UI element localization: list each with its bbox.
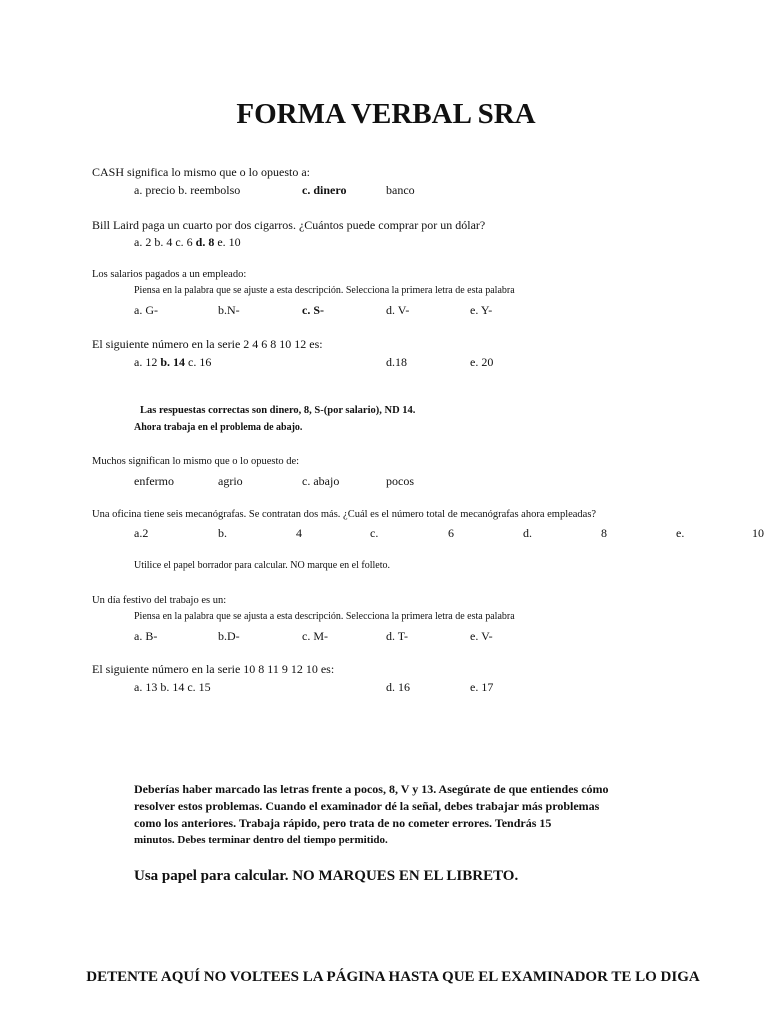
question-8-prompt: El siguiente número en la serie 10 8 11 9 12 10 es: xyxy=(92,662,335,676)
question-2-option-abc: a. 2 b. 4 c. 6 xyxy=(134,235,193,249)
paper-note: Usa papel para calcular. NO MARQUES EN EL LIBRETO. xyxy=(134,868,519,884)
question-6-option-d-value: 8 xyxy=(601,526,607,540)
question-6-option-c-value: 6 xyxy=(448,526,454,540)
question-5-option-1: enfermo xyxy=(134,474,174,488)
question-7-option-c: c. M- xyxy=(302,629,328,643)
question-5-option-3: c. abajo xyxy=(302,474,340,488)
question-2-option-e: e. 10 xyxy=(217,235,241,249)
question-3-option-b: b.N- xyxy=(218,303,240,317)
question-7-option-a: a. B- xyxy=(134,629,158,643)
stop-instruction: DETENTE AQUÍ NO VOLTEES LA PÁGINA HASTA QUE EL EXAMINADOR TE LO DIGA xyxy=(86,969,700,985)
question-6-option-d-label: d. xyxy=(523,526,532,540)
question-2-options xyxy=(134,235,241,250)
question-7-prompt: Un día festivo del trabajo es un: xyxy=(92,595,227,606)
question-8-option-abc: a. 13 b. 14 c. 15 xyxy=(134,680,211,694)
question-5-prompt: Muchos significan lo mismo que o lo opuesto de: xyxy=(92,456,300,467)
answers-line-2: Ahora trabaja en el problema de abajo. xyxy=(134,422,303,433)
question-8-option-d: d. 16 xyxy=(386,680,410,694)
question-4-option-c: c. 16 xyxy=(188,355,212,369)
question-4-prompt: El siguiente número en la serie 2 4 6 8 10 12 es: xyxy=(92,337,323,351)
question-6-note: Utilice el papel borrador para calcular. NO marque en el folleto. xyxy=(134,560,390,571)
question-1-prompt: CASH significa lo mismo que o lo opuesto a: xyxy=(92,165,310,179)
question-6-option-a: a.2 xyxy=(134,526,149,540)
question-7-instruction: Piensa en la palabra que se ajusta a esta descripción. Selecciona la primera letra de esta palabra xyxy=(134,611,515,622)
closing-paragraph-last: minutos. Debes terminar dentro del tiempo permitido. xyxy=(134,834,388,846)
question-4-options xyxy=(134,355,211,370)
question-1-option-c: c. dinero xyxy=(302,183,347,197)
question-6-option-c-label: c. xyxy=(370,526,379,540)
question-3-option-e: e. Y- xyxy=(470,303,493,317)
question-5-option-4: pocos xyxy=(386,474,414,488)
question-6-option-e-label: e. xyxy=(676,526,685,540)
question-3-instruction: Piensa en la palabra que se ajuste a esta descripción. Selecciona la primera letra de esta palabra xyxy=(134,285,515,296)
question-1-option-d: banco xyxy=(386,183,415,197)
question-8-option-e: e. 17 xyxy=(470,680,494,694)
question-3-prompt: Los salarios pagados a un empleado: xyxy=(92,269,247,280)
question-2-prompt: Bill Laird paga un cuarto por dos cigarros. ¿Cuántos puede comprar por un dólar? xyxy=(92,218,486,232)
closing-paragraph: Deberías haber marcado las letras frente a pocos, 8, V y 13. Asegúrate de que entiendes cómo resolver estos problemas. Cuando el examinador dé la señal, debes trabajar más problemas como los anteriores. Trabaja rápido, pero trata de no cometer errores. Tendrás 15 xyxy=(134,782,609,830)
question-4-option-b: b. 14 xyxy=(160,355,186,369)
question-3-option-d: d. V- xyxy=(386,303,410,317)
question-6-option-b-label: b. xyxy=(218,526,227,540)
question-7-option-d: d. T- xyxy=(386,629,409,643)
question-7-option-b: b.D- xyxy=(218,629,240,643)
question-4-option-a: a. 12 xyxy=(134,355,158,369)
question-6-prompt: Una oficina tiene seis mecanógrafas. Se contratan dos más. ¿Cuál es el número total de mecanógrafas ahora empleadas? xyxy=(92,509,597,520)
question-3-option-c: c. S- xyxy=(302,303,324,317)
question-5-option-2: agrio xyxy=(218,474,243,488)
question-4-option-e: e. 20 xyxy=(470,355,494,369)
question-3-option-a: a. G- xyxy=(134,303,158,317)
page-title: FORMA VERBAL SRA xyxy=(236,98,536,130)
question-7-option-e: e. V- xyxy=(470,629,493,643)
question-2-option-d: d. 8 xyxy=(195,235,215,249)
question-6-option-e-value: 10 xyxy=(752,526,764,540)
question-1-option-ab: a. precio b. reembolso xyxy=(134,183,241,197)
answers-line-1: Las respuestas correctas son dinero, 8, S-(por salario), ND 14. xyxy=(140,405,416,416)
question-4-option-d: d.18 xyxy=(386,355,407,369)
question-6-option-b-value: 4 xyxy=(296,526,302,540)
